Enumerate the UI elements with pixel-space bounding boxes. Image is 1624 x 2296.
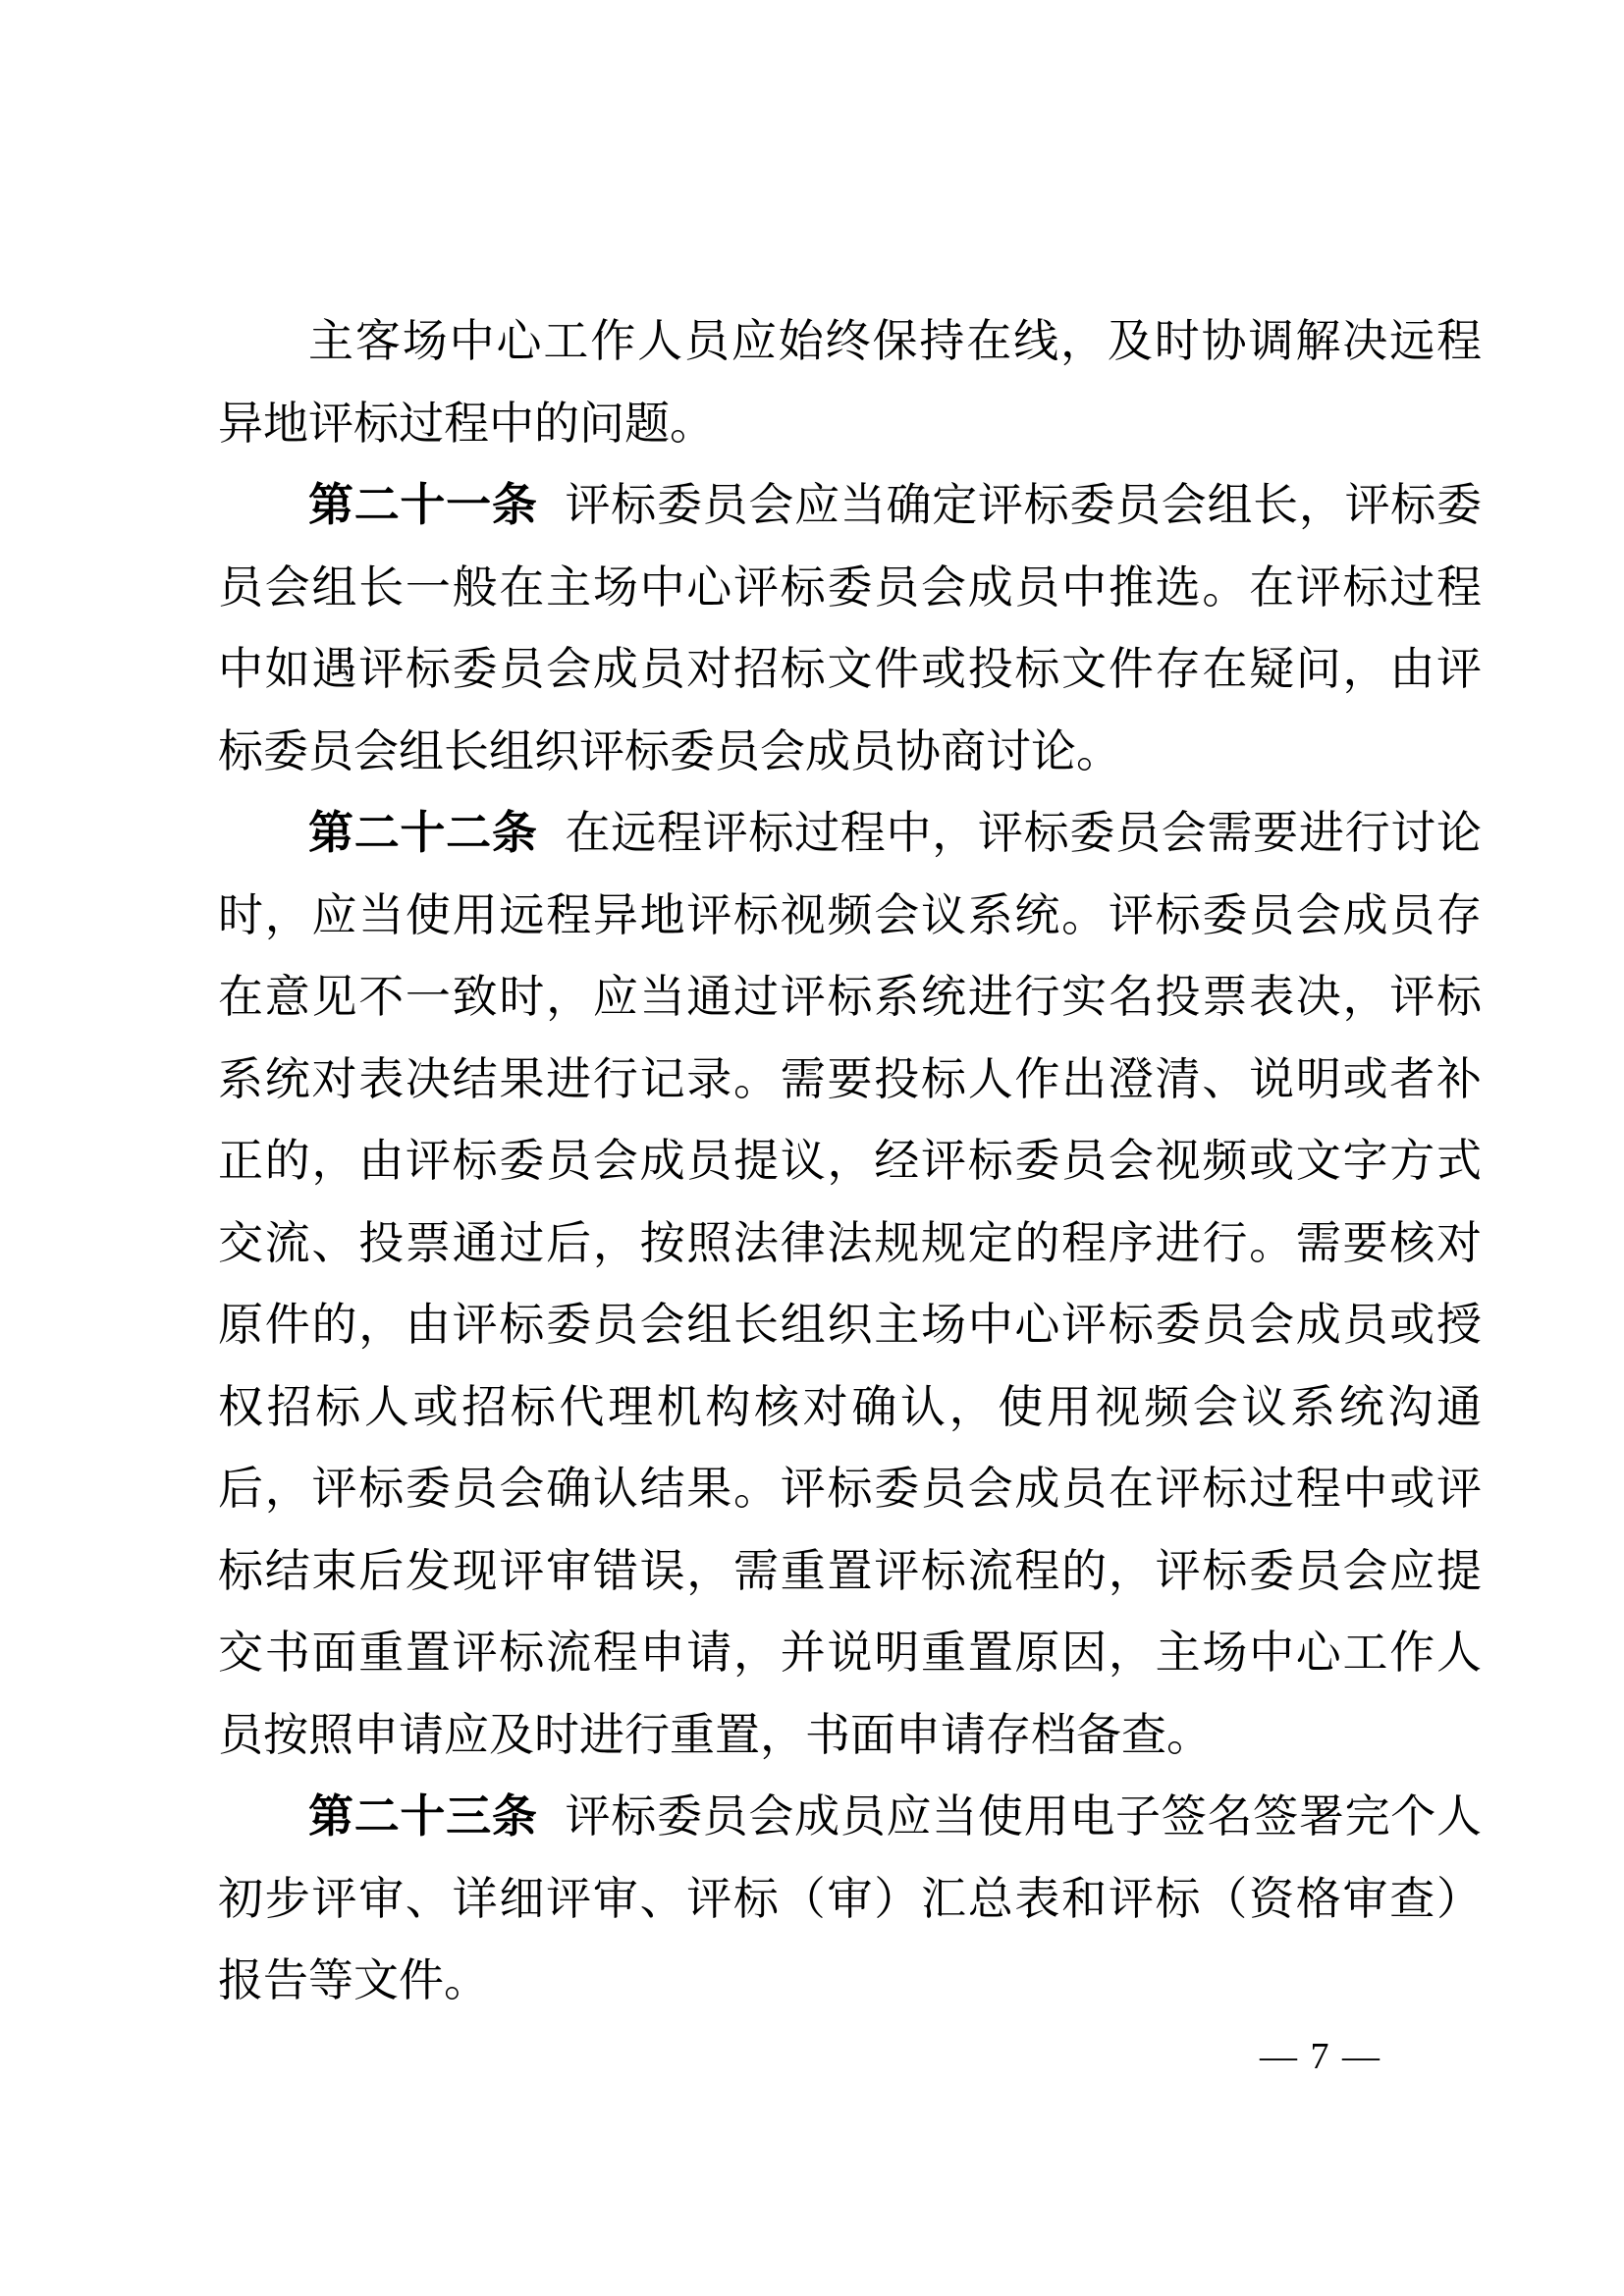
- paragraph-article-22: [218, 792, 1482, 1776]
- paragraph-continuation: [218, 300, 1482, 464]
- paragraph-article-21: [218, 464, 1482, 792]
- article-22-text: 在远程评标过程中，评标委员会需要进行讨论时，应当使用远程异地评标视频会议系统。评标委员会成员存在意见不一致时，应当通过评标系统进行实名投票表决，评标系统对表决结果进行记录。需要投标人作出澄清、说明或者补正的，由评标委员会成员提议，经评标委员会视频或文字方式交流、投票通过后，按照法律法规规定的程序进行。需要核对原件的，由评标委员会组长组织主场中心评标委员会成员或授权招标人或招标代理机构核对确认，使用视频会议系统沟通后，评标委员会确认结果。评标委员会成员在评标过程中或评标结束后发现评审错误，需重置评标流程的，评标委员会应提交书面重置评标流程申请，并说明重置原因，主场中心工作人员按照申请应及时进行重置，书面申请存档备查。: [218, 808, 1483, 1760]
- article-21-heading: 第二十一条: [308, 479, 538, 530]
- article-23-text: 评标委员会成员应当使用电子签名签署完个人初步评审、详细评审、评标（审）汇总表和评标（资格审查）报告等文件。: [218, 1791, 1483, 2005]
- page-number: — 7 —: [1260, 2036, 1381, 2077]
- paragraph-text: 主客场中心工作人员应始终保持在线，及时协调解决远程异地评标过程中的问题。: [218, 316, 1482, 449]
- document-body: [218, 300, 1482, 2022]
- article-23-heading: 第二十三条: [308, 1790, 538, 1842]
- article-21-text: 评标委员会应当确定评标委员会组长，评标委员会组长一般在主场中心评标委员会成员中推选。在评标过程中如遇评标委员会成员对招标文件或投标文件存在疑问，由评标委员会组长组织评标委员会成员协商讨论。: [218, 480, 1483, 776]
- article-22-heading: 第二十二条: [308, 807, 538, 858]
- paragraph-article-23: [218, 1776, 1482, 2022]
